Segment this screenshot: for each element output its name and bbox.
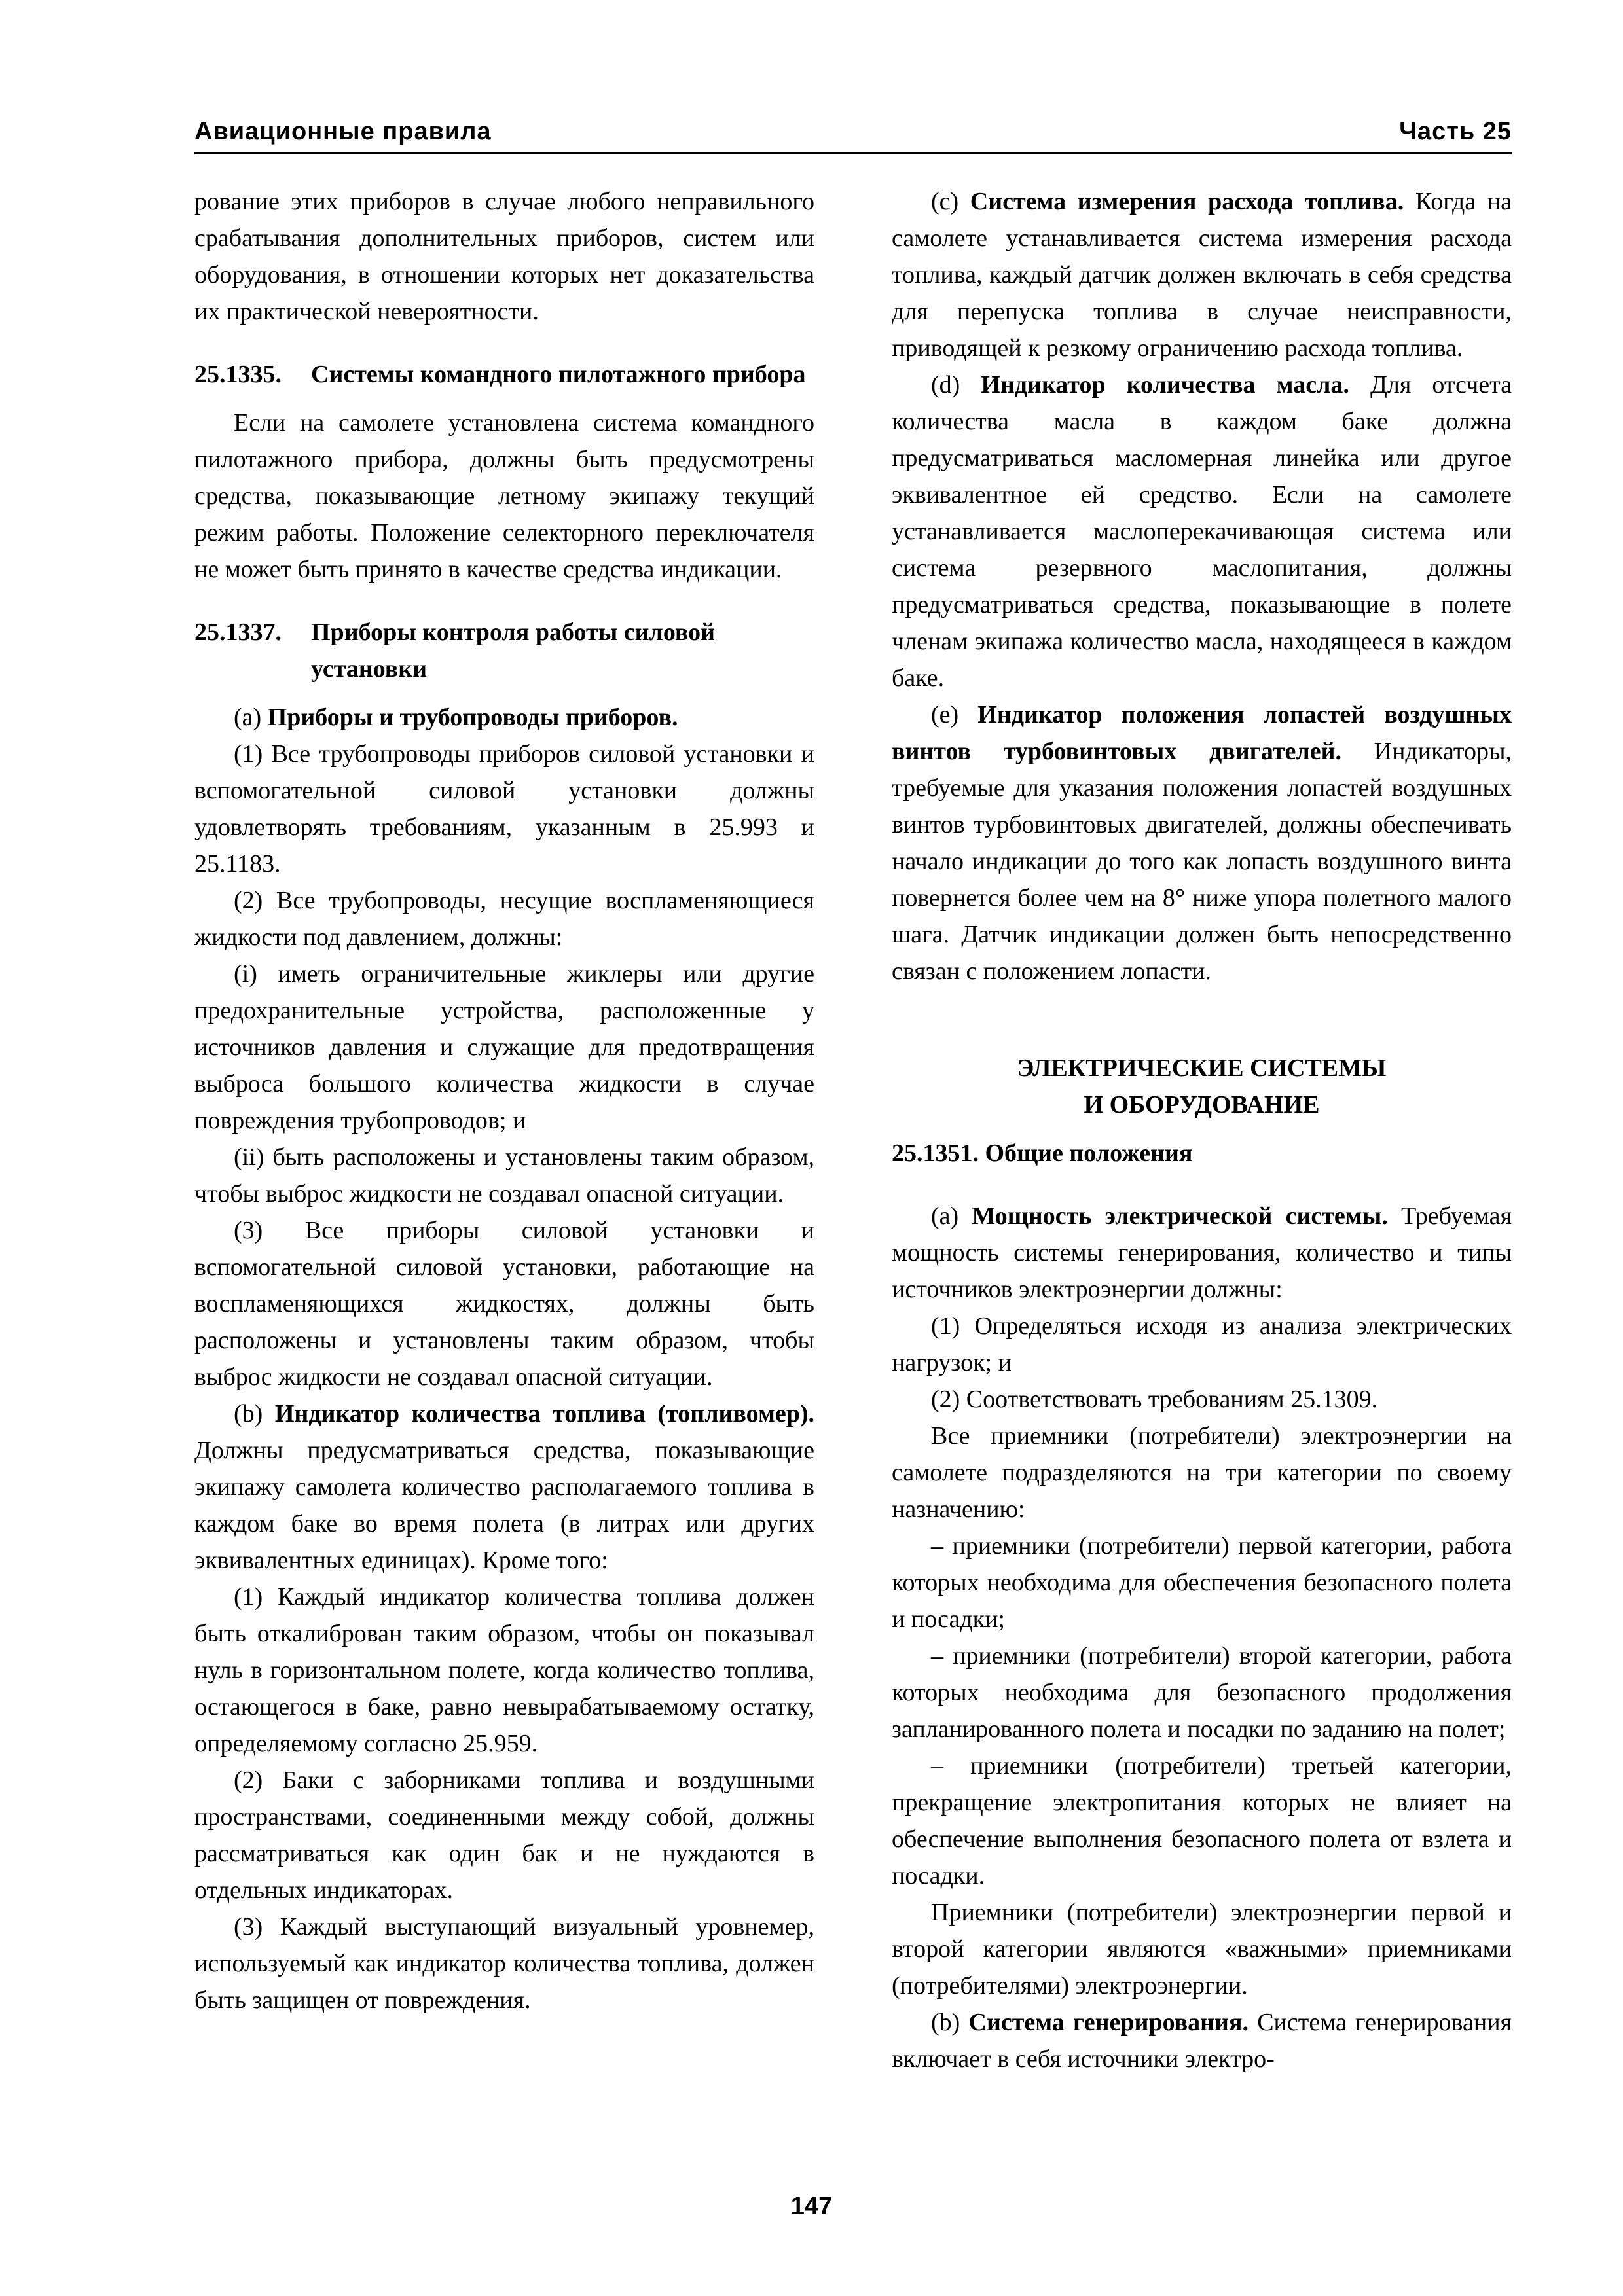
section-number: 25.1351. xyxy=(892,1139,979,1167)
section-number: 25.1335. xyxy=(194,361,282,388)
subsection-title: Индикатор количества масла. xyxy=(981,371,1349,399)
running-header xyxy=(194,111,1512,154)
paragraph: Приемники (потребители) электроэнергии первой и второй категории являются «важными» приемниками (потребителями) электроэнергии. xyxy=(892,1899,1512,2000)
subsection-prefix: (a) xyxy=(234,704,268,731)
chapter-heading-line: И ОБОРУДОВАНИЕ xyxy=(1084,1091,1320,1119)
subsection-text: Должны предусматриваться средства, показывающие экипажу самолета количество располагаемого топлива в каждом баке во время полета (в литрах или других эквивалентных единицах). Кроме того: xyxy=(194,1437,814,1574)
subsection-text: Требуемая мощность системы генерирования, количество и типы источников электроэнергии должны: xyxy=(892,1202,1512,1303)
section-heading-25-1337 xyxy=(194,614,814,687)
paragraph: (ii) быть расположены и установлены таким образом, чтобы выброс жидкости не создавал опасной ситуации. xyxy=(194,1143,814,1208)
subsection-title: Приборы и трубопроводы приборов. xyxy=(267,704,678,731)
subsection-d xyxy=(892,367,1512,696)
chapter-heading-line: ЭЛЕКТРИЧЕСКИЕ СИСТЕМЫ xyxy=(1017,1054,1387,1082)
paragraph: (2) Соответствовать требованиям 25.1309. xyxy=(931,1386,1378,1413)
chapter-heading xyxy=(892,1050,1512,1123)
paragraph: (2) Баки с заборниками топлива и воздушными пространствами, соединенными между собой, должны рассматриваться как один бак и не нуждаются в отдельных индикаторах. xyxy=(194,1767,814,1904)
subsection-title: Индикатор количества топлива (топливомер). xyxy=(274,1400,814,1427)
subsection-prefix: (e) xyxy=(931,701,978,728)
subsection-e xyxy=(892,696,1512,990)
subsection-b xyxy=(194,1395,814,1579)
list-item: – приемники (потребители) первой категории, работа которых необходима для обеспечения безопасного полета и посадки; xyxy=(892,1532,1512,1633)
list-item: – приемники (потребители) второй категории, работа которых необходима для безопасного продолжения запланированного полета и посадки по заданию на полет; xyxy=(892,1642,1512,1743)
header-part: Часть 25 xyxy=(1399,118,1512,145)
subsection-prefix: (a) xyxy=(931,1202,972,1230)
subsection-a xyxy=(892,1198,1512,1308)
section-title: Системы командного пилотажного прибора xyxy=(311,361,806,388)
page-number: 147 xyxy=(790,2193,833,2220)
left-column xyxy=(194,183,814,2018)
paragraph: (3) Каждый выступающий визуальный уровнемер, используемый как индикатор количества топлива, должен быть защищен от повреждения. xyxy=(194,1913,814,2014)
section-heading-25-1351 xyxy=(892,1135,1512,1172)
paragraph: Все приемники (потребители) электроэнергии на самолете подразделяются на три категории по своему назначению: xyxy=(892,1422,1512,1523)
subsection-prefix: (d) xyxy=(931,371,981,399)
paragraph: (1) Определяться исходя из анализа электрических нагрузок; и xyxy=(892,1312,1512,1376)
subsection-title: Система генерирования. xyxy=(968,2009,1249,2036)
subsection-b xyxy=(892,2004,1512,2077)
subsection-text: Для отсчета количества масла в каждом баке должна предусматриваться масломерная линейка или другое эквивалентное ей средство. Если на самолете устанавливается маслоперекачивающая система или система резервного маслопитания, должны предусматриваться средства, показывающие в полете членам экипажа количество масла, находящееся в каждом баке. xyxy=(892,371,1512,692)
paragraph: (1) Все трубопроводы приборов силовой установки и вспомогательной силовой установки должны удовлетворять требованиям, указанным в 25.993 и 25.1183. xyxy=(194,740,814,878)
subsection-prefix: (c) xyxy=(931,188,970,215)
spacer xyxy=(892,1183,1512,1198)
subsection-text: Система генерирования включает в себя источники электро- xyxy=(892,2009,1512,2073)
subsection-prefix: (b) xyxy=(931,2009,969,2036)
paragraph: Если на самолете установлена система командного пилотажного прибора, должны быть предусмотрены средства, показывающие летному экипажу текущий режим работы. Положение селекторного переключателя не может быть принято в качестве средства индикации. xyxy=(194,409,814,583)
paragraph: (3) Все приборы силовой установки и вспомогательной силовой установки, работающие на воспламеняющихся жидкостях, должны быть расположены и установлены таким образом, чтобы выброс жидкости не создавал опасной ситуации. xyxy=(194,1217,814,1391)
paragraph: (i) иметь ограничительные жиклеры или другие предохранительные устройства, расположенные у источников давления и служащие для предотвращения выброса большого количества жидкости в случае повреждения трубопроводов; и xyxy=(194,960,814,1134)
subsection-text: Когда на самолете устанавливается система измерения расхода топлива, каждый датчик должен включать в себя средства для перепуска топлива в случае неисправности, приводящей к резкому ограничению расхода топлива. xyxy=(892,188,1512,362)
subsection-title: Система измерения расхода топлива. xyxy=(970,188,1404,215)
paragraph: (1) Каждый индикатор количества топлива должен быть откалиброван таким образом, чтобы он показывал нуль в горизонтальном полете, когда количество топлива, остающегося в баке, равно невырабатываемому остатку, определяемому согласно 25.959. xyxy=(194,1583,814,1757)
list-item: – приемники (потребители) третьей категории, прекращение электропитания которых не влияет на обеспечение выполнения безопасного полета от взлета и посадки. xyxy=(892,1752,1512,1890)
header-title: Авиационные правила xyxy=(194,118,492,145)
subsection-title: Индикатор положения лопастей воздушных винтов турбовинтовых двигателей. xyxy=(892,701,1512,765)
subsection-text: Индикаторы, требуемые для указания положения лопастей воздушных винтов турбовинтовых двигателей, должны обеспечивать начало индикации до того как лопасть воздушного винта повернется более чем на 8° ниже упора полетного малого шага. Датчик индикации должен быть непосредственно связан с положением лопасти. xyxy=(892,738,1512,985)
right-column xyxy=(892,183,1512,2077)
section-title: Общие положения xyxy=(985,1139,1193,1167)
intro-paragraph: рование этих приборов в случае любого неправильного срабатывания дополнительных приборов, систем или оборудования, в отношении которых нет доказательства их практической невероятности. xyxy=(194,188,814,325)
subsection-prefix: (b) xyxy=(234,1400,275,1427)
section-number: 25.1337. xyxy=(194,619,282,646)
subsection-a xyxy=(194,699,814,736)
paragraph: (2) Все трубопроводы, несущие воспламеняющиеся жидкости под давлением, должны: xyxy=(194,887,814,951)
subsection-title: Мощность электрической системы. xyxy=(972,1202,1388,1230)
section-title: Приборы контроля работы силовой установки xyxy=(311,619,716,683)
subsection-c xyxy=(892,183,1512,367)
section-heading-25-1335 xyxy=(194,356,814,393)
